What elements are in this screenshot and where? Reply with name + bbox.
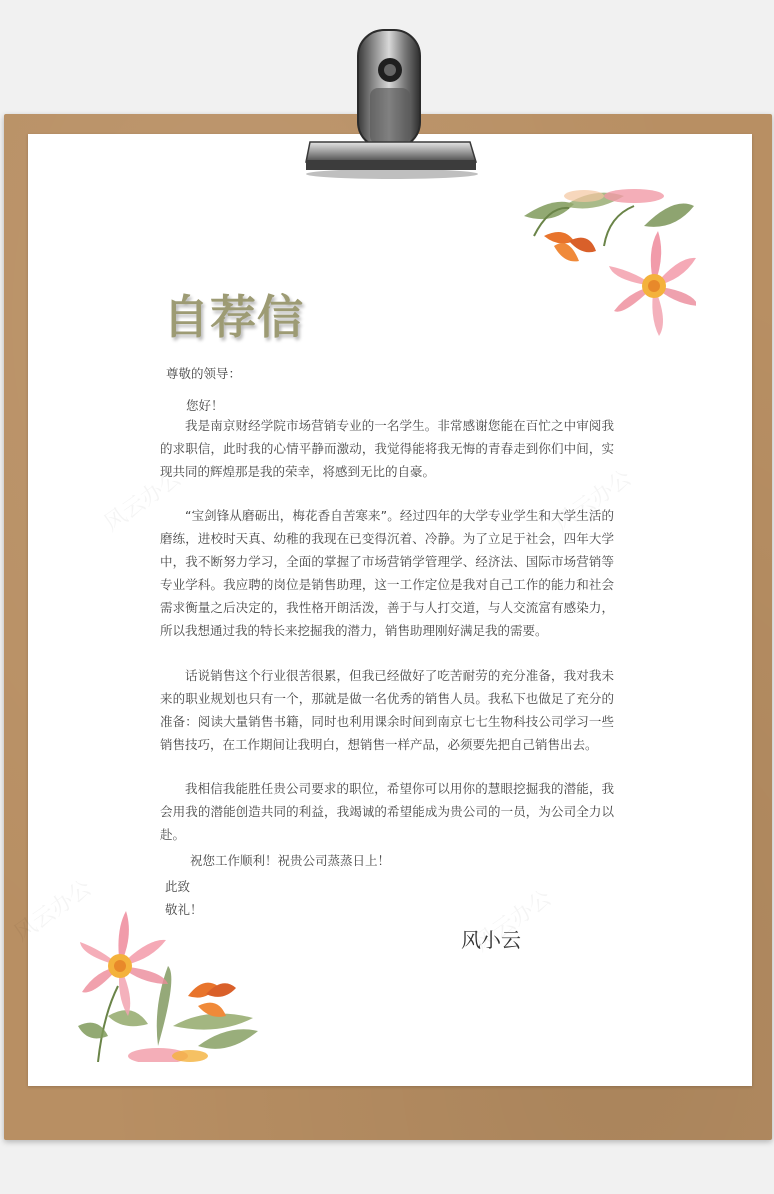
paragraph-3: 话说销售这个行业很苦很累，但我已经做好了吃苦耐劳的充分准备，我对我未来的职业规划也只有一个，那就是做一名优秀的销售人员。我私下也做足了充分的准备：阅读大量销售书籍，同时也利用课余时间到南京七七生物科技公司学习一些销售技巧，在工作期间让我明白，想销售一样产品，必须要先把自己销售出去。 xyxy=(160,668,614,752)
signature: 风小云 xyxy=(461,928,521,952)
flower-decoration-top-right xyxy=(514,186,696,350)
paragraph-1: 我是南京财经学院市场营销专业的一名学生。非常感谢您能在百忙之中审阅我的求职信，此时我的心情平静而激动，我觉得能将我无悔的青春走到你们中间，实现共同的辉煌那是我的荣幸，将感到无比的自豪。 xyxy=(160,418,614,479)
binder-clip-icon xyxy=(296,22,480,180)
closing-line-1: 此致 xyxy=(165,879,191,894)
closing-line-2: 敬礼！ xyxy=(165,902,203,917)
letter-title: 自荐信 xyxy=(163,290,304,344)
wishes: 祝您工作顺利！祝贵公司蒸蒸日上！ xyxy=(190,853,391,868)
paragraph-2: “宝剑锋从磨砺出，梅花香自苦寒来”。经过四年的大学专业学生和大学生活的磨练，进校时天真、幼稚的我现在已变得沉着、冷静。为了立足于社会，四年大学中，我不断努力学习，全面的掌握了市场营销学管理学、经济法、国际市场营销等专业学科。我应聘的岗位是销售助理，这一工作定位是我对自己工作的能力和社会需求衡量之后决定的，我性格开朗活泼，善于与人打交道，与人交流富有感染力，所以我想通过我的特长来挖掘我的潜力，销售助理刚好满足我的需要。 xyxy=(160,508,614,638)
salutation: 尊敬的领导： xyxy=(166,366,242,381)
greeting: 您好！ xyxy=(186,398,224,413)
flower-decoration-bottom-left xyxy=(78,906,262,1066)
paragraph-4: 我相信我能胜任贵公司要求的职位，希望你可以用你的慧眼挖掘我的潜能，我会用我的潜能创造共同的利益，我竭诚的希望能成为贵公司的一员，为公司全力以赴。 xyxy=(160,781,614,842)
